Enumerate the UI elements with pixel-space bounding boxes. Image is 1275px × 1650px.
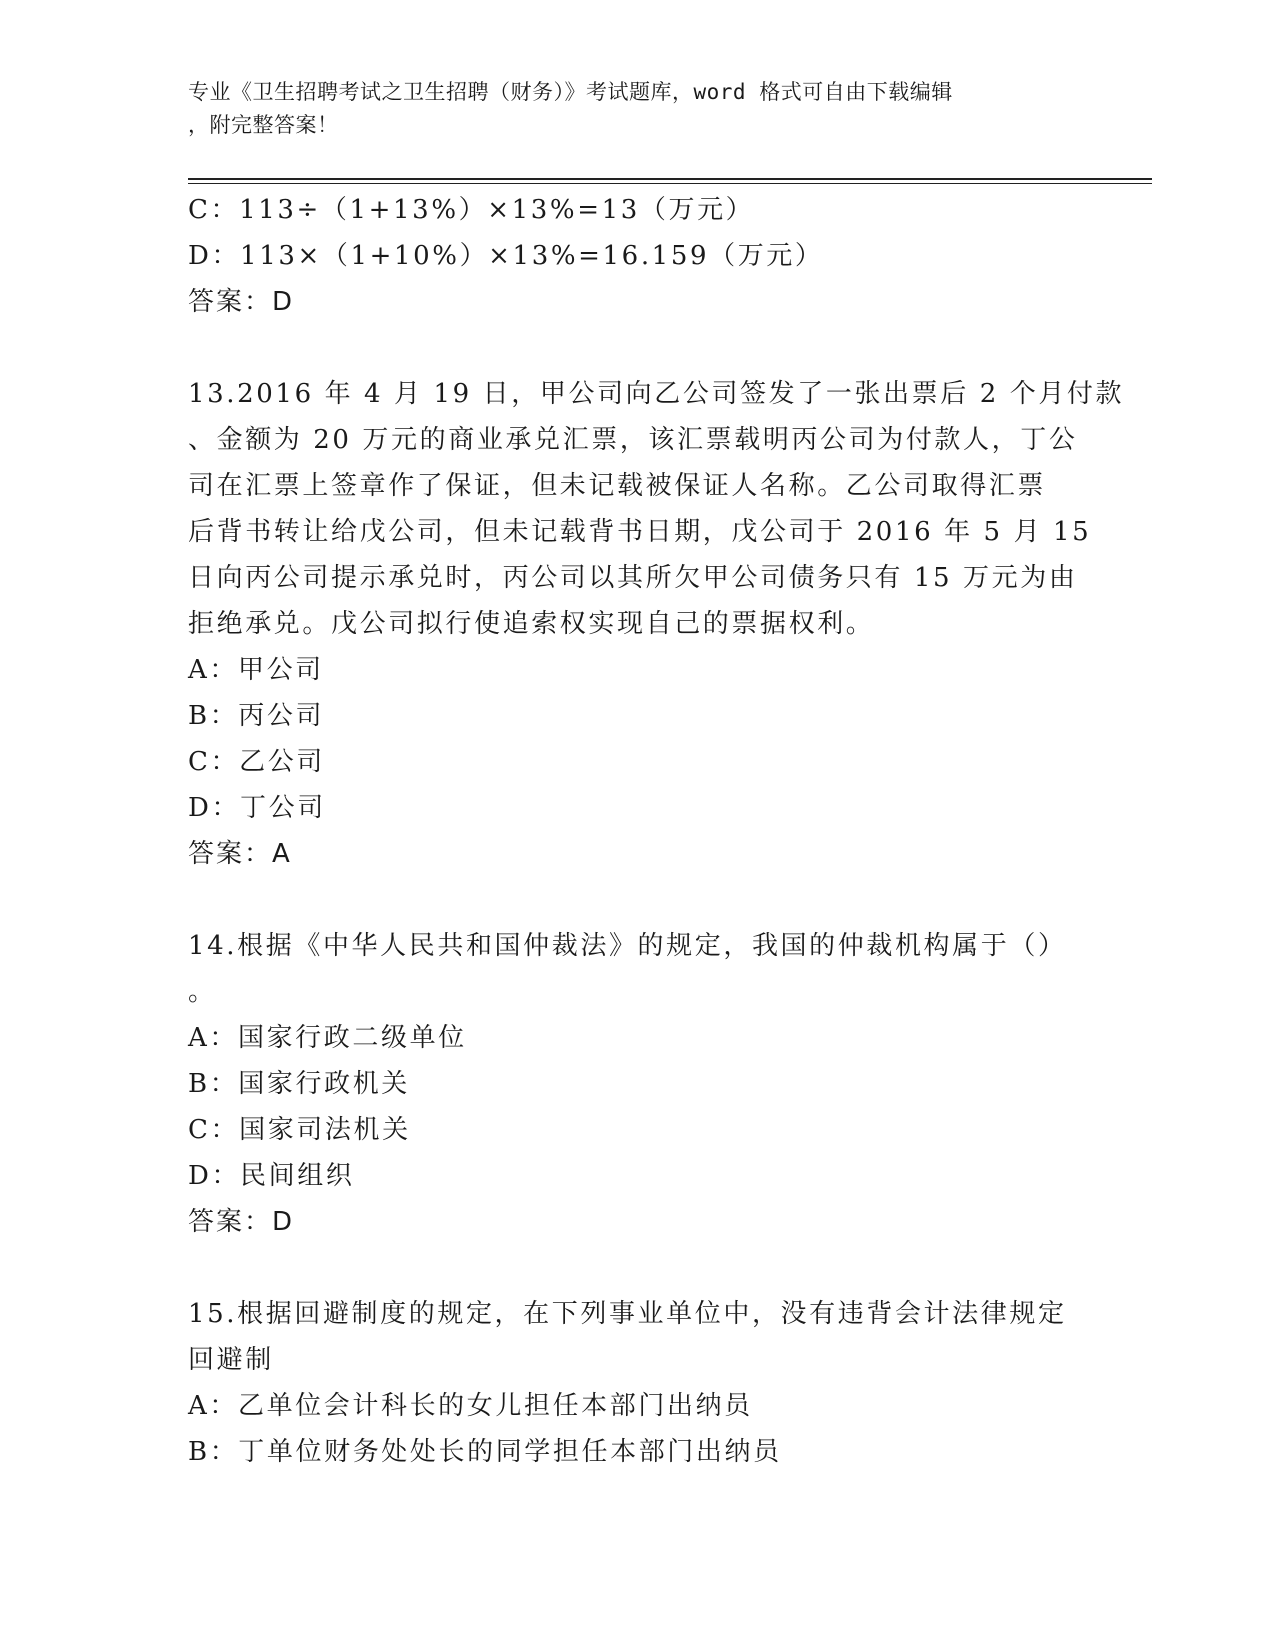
question-text-line: 14.根据《中华人民共和国仲裁法》的规定，我国的仲裁机构属于（） [188,931,1067,961]
question-13 [188,371,1125,877]
option-b: B：丁单位财务处处长的同学担任本部门出纳员 [188,1437,782,1467]
question-text-line: 、金额为 20 万元的商业承兑汇票，该汇票载明丙公司为付款人，丁公 [188,425,1078,455]
question-text-line: 司在汇票上签章作了保证，但未记载被保证人名称。乙公司取得汇票 [188,471,1047,501]
option-d: D：民间组织 [188,1161,355,1191]
option-b: B：丙公司 [188,701,325,731]
question-text-line: 拒绝承兑。戊公司拟行使追索权实现自己的票据权利。 [188,609,875,639]
header-divider [188,178,1152,180]
question-text-line: 。 [188,977,217,1007]
question-text-line: 回避制 [188,1345,274,1375]
option-b: B：国家行政机关 [188,1069,410,1099]
header-text-line-1: 专业《卫生招聘考试之卫生招聘（财务）》考试题库，word 格式可自由下载编辑 [188,80,953,104]
spacer [188,325,1108,371]
option-a: A：国家行政二级单位 [188,1023,467,1053]
option-a: A：乙单位会计科长的女儿担任本部门出纳员 [188,1391,753,1421]
previous-question-tail [188,187,1108,325]
option-c: C：国家司法机关 [188,1115,411,1145]
question-14 [188,923,1108,1245]
option-d: D：丁公司 [188,793,326,823]
question-text-line: 13.2016 年 4 月 19 日，甲公司向乙公司签发了一张出票后 2 个月付款 [188,379,1125,409]
option-a: A：甲公司 [188,655,324,685]
spacer [188,877,1108,923]
question-text-line: 日向丙公司提示承兑时，丙公司以其所欠甲公司债务只有 15 万元为由 [188,563,1078,593]
header-divider-thin [188,183,1152,184]
spacer [188,1245,1108,1291]
question-15 [188,1291,1108,1475]
page-header [188,76,1068,142]
option-d: D：113×（1+10%）×13%=16.159（万元） [188,241,824,271]
answer-line: 答案：A [188,839,292,869]
answer-line: 答案：D [188,1207,295,1237]
question-text-line: 后背书转让给戊公司，但未记载背书日期，戊公司于 2016 年 5 月 15 [188,517,1092,547]
option-c: C：乙公司 [188,747,325,777]
header-text-line-2: ，附完整答案！ [188,113,339,137]
option-c: C：113÷（1+13%）×13%=13（万元） [188,195,755,225]
answer-line: 答案：D [188,287,295,317]
question-content [188,187,1125,1475]
question-text-line: 15.根据回避制度的规定，在下列事业单位中，没有违背会计法律规定 [188,1299,1067,1329]
